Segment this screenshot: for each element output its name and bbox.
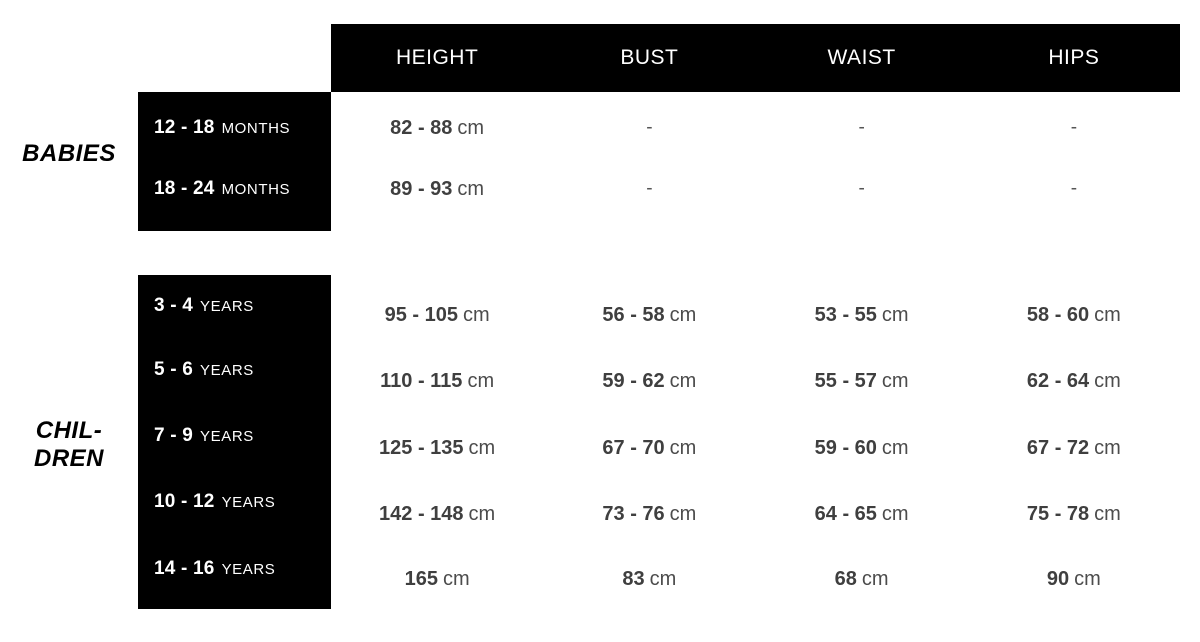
cell-value: 142 - 148 [379, 502, 464, 525]
cell-value: 58 - 60 [1026, 303, 1090, 326]
table-row [331, 103, 1180, 153]
cell-value: 53 - 55 [814, 303, 877, 326]
table-row [331, 489, 1180, 539]
cell-height [331, 568, 543, 591]
cell-value: 59 - 62 [602, 369, 665, 392]
cell-bust [543, 503, 755, 526]
cell-unit: cm [669, 369, 697, 392]
cell-height [331, 503, 543, 526]
cell-bust [543, 568, 755, 591]
cell-unit: cm [669, 502, 697, 525]
cell-hips: - [1070, 178, 1078, 199]
size-range: 14 - 16 [154, 558, 215, 579]
cell-value: 56 - 58 [602, 303, 665, 326]
cell-height [331, 178, 543, 201]
cell-value: 82 - 88 [390, 116, 453, 139]
size-unit: YEARS [221, 493, 276, 511]
cell-bust [543, 437, 755, 460]
cell-unit: cm [669, 303, 697, 326]
cell-height [331, 437, 543, 460]
cell-value: 90 [1046, 567, 1070, 590]
cell-unit: cm [468, 502, 496, 525]
size-range: 7 - 9 [154, 425, 194, 446]
table-row [331, 554, 1180, 604]
size-range: 10 - 12 [154, 491, 215, 512]
cell-unit: cm [1074, 567, 1101, 590]
column-header-bust: BUST [620, 46, 679, 69]
size-range: 3 - 4 [154, 295, 194, 316]
cell-waist [756, 304, 968, 327]
cell-height [331, 370, 543, 393]
cell-bust [543, 304, 755, 327]
cell-unit: cm [649, 567, 677, 590]
table-row [331, 423, 1180, 473]
cell-value: 75 - 78 [1026, 502, 1090, 525]
size-label-5-6-years [138, 345, 331, 395]
cell-hips [968, 568, 1180, 591]
cell-value: 73 - 76 [602, 502, 665, 525]
cell-waist: - [858, 117, 865, 138]
cell-unit: cm [1094, 436, 1121, 459]
table-row [331, 290, 1180, 340]
cell-value: 62 - 64 [1026, 369, 1090, 392]
cell-hips [968, 437, 1180, 460]
cell-unit: cm [442, 567, 470, 590]
cell-unit: cm [861, 567, 889, 590]
size-unit: MONTHS [221, 180, 291, 198]
size-unit: YEARS [200, 297, 254, 315]
cell-unit: cm [881, 436, 909, 459]
cell-unit: cm [881, 502, 909, 525]
cell-unit: cm [1094, 303, 1121, 326]
size-unit: YEARS [200, 361, 254, 379]
cell-unit: cm [462, 303, 490, 326]
cell-value: 83 [622, 567, 645, 590]
cell-unit: cm [881, 303, 909, 326]
cell-value: 64 - 65 [814, 502, 877, 525]
column-header-height: HEIGHT [395, 46, 479, 69]
size-range: 18 - 24 [154, 178, 215, 199]
size-label-7-9-years [138, 411, 331, 461]
cell-unit: cm [457, 177, 485, 200]
cell-value: 110 - 115 [380, 369, 463, 392]
cell-height [331, 117, 543, 140]
cell-waist [756, 568, 968, 591]
size-label-3-4-years [138, 281, 331, 331]
cell-unit: cm [457, 116, 485, 139]
size-label-10-12-years [138, 477, 331, 527]
group-title-line1: CHIL- [35, 417, 103, 444]
cell-unit: cm [881, 369, 909, 392]
size-label-18-24-months [138, 164, 331, 214]
size-label-12-18-months [138, 103, 331, 153]
cell-value: 68 [834, 567, 857, 590]
cell-value: 95 - 105 [384, 303, 458, 326]
size-range: 12 - 18 [154, 117, 215, 138]
cell-hips: - [1070, 117, 1078, 138]
cell-hips [968, 503, 1180, 526]
cell-value: 125 - 135 [379, 436, 464, 459]
cell-value: 55 - 57 [814, 369, 877, 392]
table-row [331, 164, 1180, 214]
cell-unit: cm [467, 369, 495, 392]
cell-height [331, 304, 543, 327]
cell-waist [756, 437, 968, 460]
cell-unit: cm [1094, 502, 1121, 525]
size-unit: YEARS [200, 427, 254, 445]
cell-bust [543, 370, 755, 393]
table-header-row [331, 24, 1180, 92]
column-header-waist: WAIST [827, 46, 896, 69]
cell-value: 165 [404, 567, 438, 590]
cell-hips [968, 370, 1180, 393]
cell-value: 59 - 60 [814, 436, 877, 459]
cell-waist: - [858, 178, 865, 199]
size-unit: MONTHS [221, 119, 291, 137]
group-title-babies: BABIES [22, 140, 116, 167]
group-title-children [0, 417, 138, 472]
size-unit: YEARS [221, 560, 276, 578]
size-label-14-16-years [138, 544, 331, 594]
cell-waist [756, 370, 968, 393]
cell-waist [756, 503, 968, 526]
cell-unit: cm [468, 436, 496, 459]
cell-bust: - [646, 117, 653, 138]
cell-value: 67 - 72 [1026, 436, 1090, 459]
cell-value: 67 - 70 [602, 436, 665, 459]
column-header-hips: HIPS [1048, 46, 1100, 69]
cell-bust: - [646, 178, 653, 199]
cell-hips [968, 304, 1180, 327]
cell-unit: cm [669, 436, 697, 459]
cell-unit: cm [1094, 369, 1121, 392]
size-range: 5 - 6 [154, 359, 194, 380]
cell-value: 89 - 93 [390, 177, 453, 200]
group-title-line2: DREN [33, 444, 104, 472]
table-row [331, 356, 1180, 406]
